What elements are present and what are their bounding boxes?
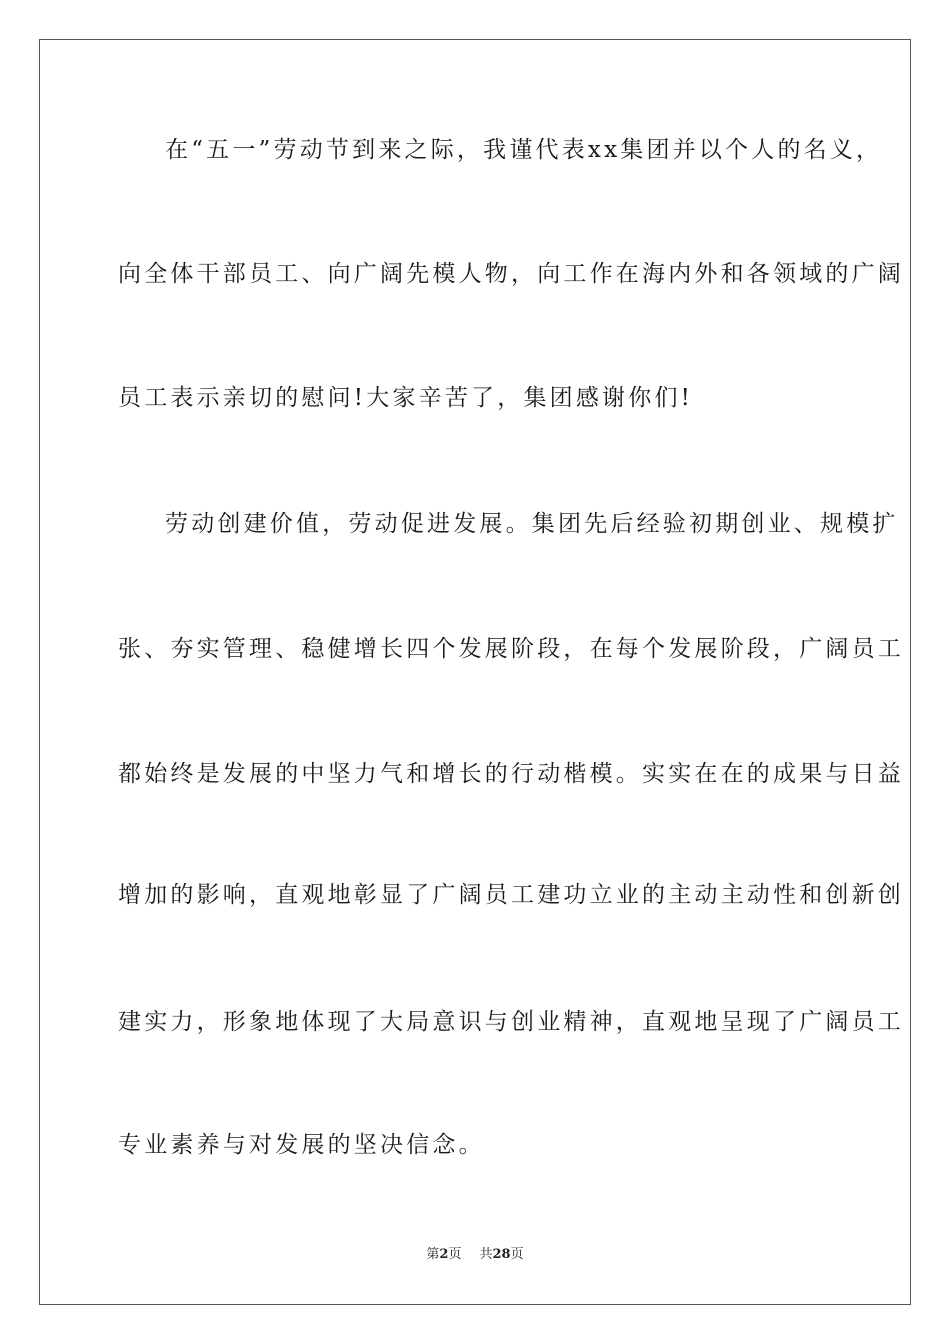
paragraph-2-line-6: 专业素养与对发展的坚决信念。: [118, 1132, 485, 1158]
page-border: [39, 39, 911, 1305]
paragraph-2-line-5: 建实力，形象地体现了大局意识与创业精神，直观地呈现了广阔员工: [118, 1009, 904, 1035]
paragraph-2-line-2: 张、夯实管理、稳健增长四个发展阶段，在每个发展阶段，广阔员工: [118, 636, 904, 662]
page-suffix: 页: [448, 1247, 462, 1262]
page-prefix: 第: [426, 1247, 440, 1262]
total-suffix: 页: [510, 1247, 524, 1262]
total-pages: 28: [492, 1247, 511, 1262]
paragraph-2-line-3: 都始终是发展的中坚力气和增长的行动楷模。实实在在的成果与日益: [118, 761, 904, 787]
paragraph-1-line-3: 员工表示亲切的慰问!大家辛苦了，集团感谢你们!: [118, 385, 694, 411]
page-footer: [0, 1246, 950, 1264]
paragraph-2-line-1: 劳动创建价值，劳动促进发展。集团先后经验初期创业、规模扩: [165, 511, 899, 537]
paragraph-2-line-4: 增加的影响，直观地彰显了广阔员工建功立业的主动主动性和创新创: [118, 882, 904, 908]
paragraph-1-line-1: 在“五一”劳动节到来之际，我谨代表xx集团并以个人的名义，: [165, 137, 883, 163]
paragraph-1-line-2: 向全体干部员工、向广阔先模人物，向工作在海内外和各领域的广阔: [118, 261, 904, 287]
total-prefix: 共: [479, 1247, 493, 1262]
page-number: 2: [439, 1247, 449, 1262]
